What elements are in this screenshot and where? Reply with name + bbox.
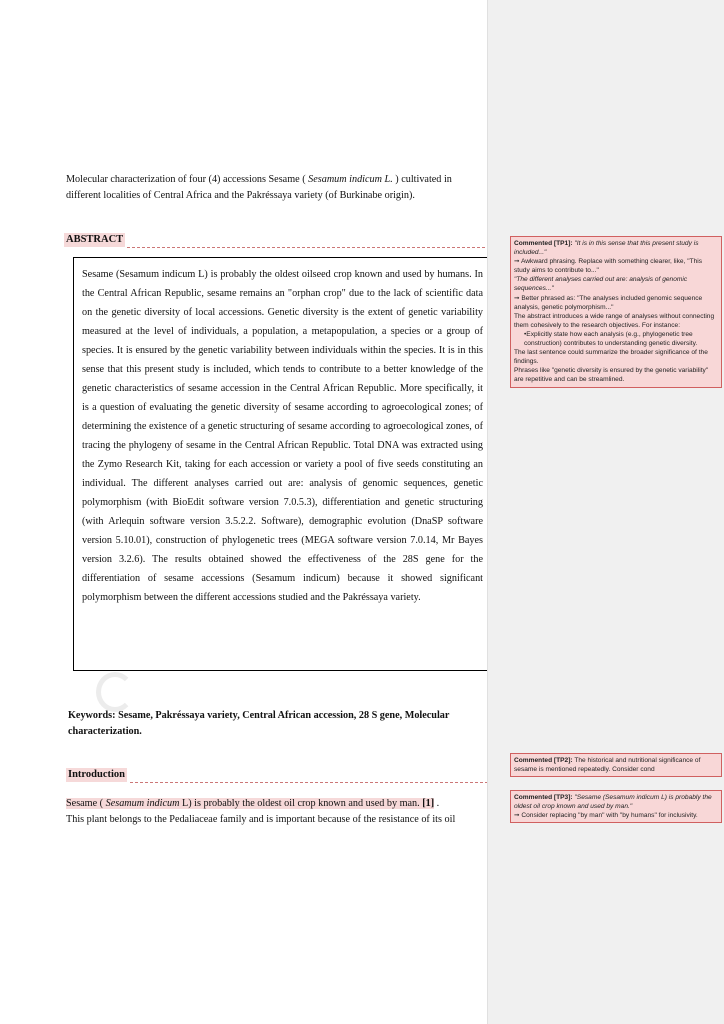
comment-line: Phrases like "genetic diversity is ensured by the genetic variability" are repetitive and can be streamlined. [514,367,709,384]
intro-text-b: L) is probably the oldest oil crop known and used by man. [179,798,420,809]
comment-label: Commented [TP2]: [514,757,573,764]
comment-bullet: •Explicitly state how each analysis (e.g., phylogenetic tree construction) contributes to understanding genetic diversity. [524,330,698,348]
citation-ref: [1] [422,798,435,809]
comment-connector-tp2 [130,782,508,783]
intro-text: Sesame ( [66,798,106,809]
abstract-box [73,257,490,671]
intro-highlight[interactable] [66,798,434,809]
comment-quote: "It is in this sense that this present study is included..." [514,240,699,257]
comment-label: Commented [TP1]: [514,240,573,247]
comment-quote: "The different analyses carried out are: analysis of genomic sequences..." [514,276,688,293]
abstract-text: Sesame (Sesamum indicum L) is probably the oldest oilseed crop known and used by humans. In the Central African Republic, sesame remains an "orphan crop" due to the lack of scientific data on the genetic diversity of local accessions. Genetic diversity is the extent of genetic variability measured at the level of individuals, a population, a metapopulation, a species or a group of species. It is ensured by the genetic variability between individuals within the species. It is in this sense that this present study is included, which tends to contribute to a better knowledge of the genetic characteristics of sesame accession in the Central African Republic. More specifically, it is a question of evaluating the genetic diversity of sesame according to agroecological zones; of determining the existence of a genetic structuring of sesame according to agroecological zones, of tracing the phylogeny of sesame in the Central African Republic. Total DNA was extracted using the Zymo Research Kit, taking for each accession or variety a pool of five seeds constituting an individual. The different analyses carried out are: analysis of genomic sequences, genetic polymorphism (with BioEdit software version 7.0.5.3), differentiation and genetic structuring (with Arlequin software version 3.5.2.2. Software), demographic evolution (DnaSP software version 5.10.01), construction of phylogenetic trees (MEGA software version 7.0.14, Mr Bayes version 3.2.6). The results obtained showed the effectiveness of the 28S gene for the differentiation of sesame accessions (Sesamum indicum) because it showed significant polymorphism between the different accessions studied and the Pakréssaya variety. [82,269,483,603]
comment-line: ➞ Better phrased as: "The analyses included genomic sequence analysis, genetic polymorphism..." [514,294,703,311]
intro-species: Sesamum indicum [105,798,180,809]
introduction-heading[interactable]: Introduction [68,769,125,780]
comment-tp3[interactable] [510,790,722,823]
comment-tp1[interactable] [510,236,722,388]
comment-line: ➞ Consider replacing "by man" with "by humans" for inclusivity. [514,812,698,820]
comment-line: ➞ Awkward phrasing. Replace with something clearer, like, "This study aims to contribute to..." [514,258,703,275]
comment-connector-tp1 [127,247,510,248]
keywords: Keywords: Sesame, Pakréssaya variety, Central African accession, 28 S gene, Molecular characterization. [68,710,450,737]
document-title [66,172,478,204]
title-species: Sesamum indicum L. [308,174,393,185]
comments-pane [487,0,724,1024]
comment-text: The historical and nutritional significance of sesame is mentioned repeatedly. Consider cond [514,757,701,774]
comment-quote: "Sesame (Sesamum indicum L) is probably the oldest oil crop known and used by man." [514,794,712,811]
comment-line: The abstract introduces a wide range of analyses without connecting them cohesively to the research objectives. For instance: [514,312,715,329]
watermark-mark [96,672,134,712]
comment-label: Commented [TP3]: [514,794,573,801]
comment-line: The last sentence could summarize the broader significance of the findings. [514,349,708,366]
comment-tp2[interactable] [510,753,722,777]
abstract-heading[interactable]: ABSTRACT [66,234,124,245]
introduction-paragraph [66,796,486,828]
intro-text-d: This plant belongs to the Pedaliaceae family and is important because of the resistance of its oil [66,814,456,825]
title-text: Molecular characterization of four (4) accessions Sesame ( [66,174,309,185]
intro-text-c: . [434,798,440,809]
title-text-end: ) cultivated in different localities of Central Africa and the Pakréssaya variety (of Burkinabe origin). [66,174,452,201]
